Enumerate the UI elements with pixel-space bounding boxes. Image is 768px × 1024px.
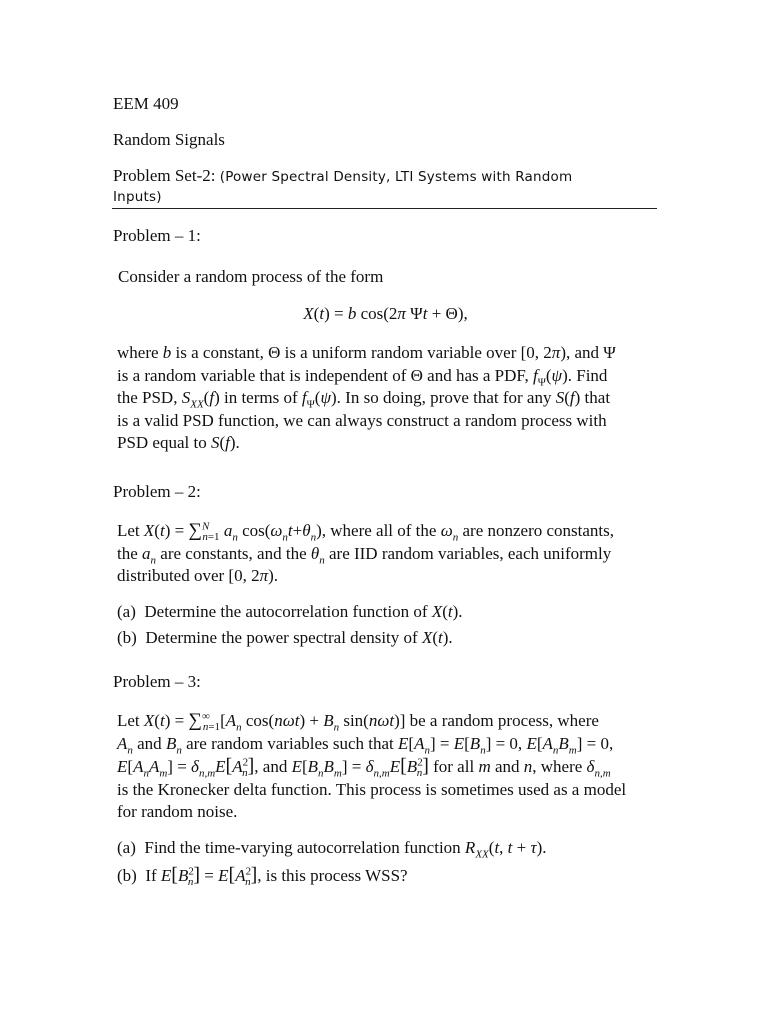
problem-1-intro: Consider a random process of the form — [118, 267, 384, 286]
problem-1-line-2: is a random variable that is independent of Θ and has a PDF, $f_\Psi(\psi)$. Find — [117, 365, 608, 388]
problem-3-title — [113, 672, 201, 692]
problem-1-line-5: PSD equal to S(f). — [117, 433, 240, 452]
problem-set-label: Problem Set-2 — [113, 166, 211, 185]
problem-set-heading — [113, 166, 572, 186]
problem-3-body — [117, 710, 662, 824]
problem-3-line-5: for random noise. — [117, 802, 238, 821]
course-subject: Random Signals — [113, 130, 225, 149]
problem-2-title-colon: : — [196, 482, 201, 501]
course-code: EEM 409 — [113, 94, 179, 113]
problem-2-item-b: (b) Determine the power spectral density of X(t). — [117, 628, 453, 647]
problem-3-title-text: Problem – 3 — [113, 672, 197, 691]
header-divider — [112, 208, 657, 209]
problem-3-item-b: (b) If $E[B^2_n] = E[A^2_n]$, is this process WSS? — [117, 864, 408, 889]
problem-1-title-text: Problem – 1 — [113, 226, 197, 245]
problem-2-item-a: (a) Determine the autocorrelation function of X(t). — [117, 602, 463, 621]
problem-1-line-1: where b is a constant, Θ is a uniform random variable over [0, 2π), and Ψ — [117, 343, 616, 362]
problem-2-line-1: Let X(t) = ∑$^N_{n=1}$ $a_n$ $\cos(\omega_nt+\theta_n)$, where all of the $\omega_n$ are nonzero constants, — [117, 520, 615, 544]
problem-set-topic: (Power Spectral Density, LTI Systems with Random — [219, 169, 573, 185]
problem-3-line-3: $E[A_nA_m] = \delta_{n,m}E[A^2_n]$, and $E[B_nB_m] = \delta_{n,m}E[B^2_n]$ for all m and n, where $\delta_{n,m}$ — [117, 755, 611, 780]
problem-2-title — [113, 482, 201, 502]
problem-3-line-4: is the Kronecker delta function. This process is sometimes used as a model — [117, 779, 627, 799]
problem-3-line-1: Let $X(t) = \sum^\infty_{n=1}[A_n$ $\cos(n\omega t) + B_n$ sin(nωt)] be a random process, where — [117, 710, 599, 734]
problem-1-equation: X(t) = b cos(2π Ψt + Θ), — [303, 304, 468, 323]
problem-3-line-2: $A_n$ and $B_n$ are random variables such that $E[A_n] = E[B_n] = 0$, $E[A_nB_m] = 0$, — [117, 733, 614, 756]
problem-set-topic-continued: Inputs) — [113, 189, 162, 205]
problem-2-body — [117, 520, 662, 588]
problem-1-body — [117, 342, 662, 455]
problem-3-item-a: (a) Find the time-varying autocorrelation function $R_{XX}(t$, t + τ). — [117, 838, 547, 861]
problem-2-line-2: the $a_n$ are constants, and the $\theta_n$ are IID random variables, each uniformly — [117, 543, 612, 566]
problem-set-colon: : — [210, 166, 220, 185]
problem-2-line-3: distributed over [0, 2π). — [117, 566, 279, 585]
problem-1-line-3: the PSD, $S_{XX}(f)$ in terms of $f_\Psi(\psi)$. In so doing, prove that for any S(f) that — [117, 388, 611, 411]
problem-1-title-colon: : — [196, 226, 201, 245]
problem-1-title — [113, 226, 201, 246]
problem-1-line-4: is a valid PSD function, we can always construct a random process with — [117, 410, 607, 430]
problem-3-title-colon: : — [196, 672, 201, 691]
problem-2-title-text: Problem – 2 — [113, 482, 197, 501]
